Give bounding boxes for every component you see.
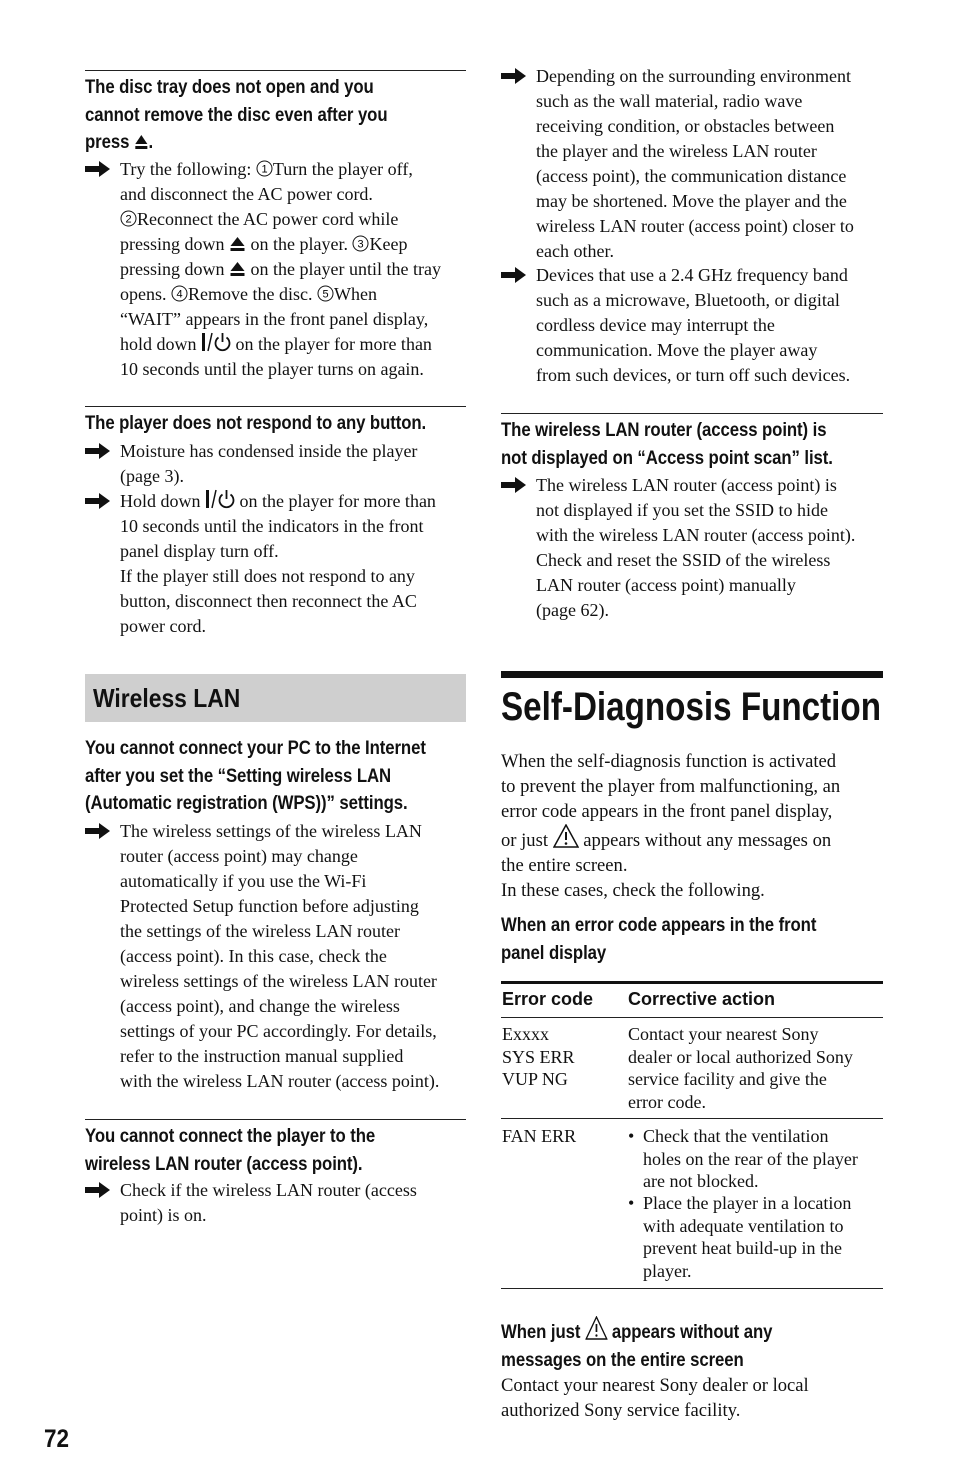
list-item	[85, 489, 466, 639]
section-band-title: Wireless LAN	[93, 683, 241, 713]
warning-body: Contact your nearest Sony dealer or local authorized Sony service facility.	[501, 1375, 809, 1421]
list-item	[501, 473, 883, 623]
table-row-rule	[501, 1118, 883, 1119]
section-rule	[85, 1119, 466, 1120]
item-text: Hold down on the player for more than 10 seconds until the indicators in the front panel display turn off. If the player still does not respond to any button, disconnect then reconnect the AC power cord.	[120, 491, 436, 636]
section-heading-disc-tray: The disc tray does not open and you cannot remove the disc even after you press .	[85, 76, 388, 153]
bullet: •	[628, 1126, 635, 1146]
table-cell-action: Contact your nearest Sony dealer or local authorized Sony service facility and give the error code.	[628, 1024, 853, 1112]
table-cell-action-bullet: Check that the ventilation holes on the rear of the player are not blocked.	[643, 1126, 858, 1191]
eject-icon	[229, 236, 246, 252]
item-text: Devices that use a 2.4 GHz frequency band such as a microwave, Bluetooth, or digital cordless device may interrupt the communication. Move the player away from such devices, or turn off such devices.	[536, 265, 851, 385]
item-text: The wireless settings of the wireless LAN router (access point) may change automatically if you use the Wi-Fi Protected Setup function before adjusting the settings of the wireless LAN router (access point). In this case, check the wireless settings of the wireless LAN router (access point), and change the wireless settings of your PC accordingly. For details, refer to the instruction manual supplied with the wireless LAN router (access point).	[120, 821, 440, 1091]
list-item	[85, 157, 466, 382]
table-cell-error-codes: Exxxx SYS ERR VUP NG	[502, 1024, 575, 1089]
circled-number-2-icon	[120, 210, 137, 227]
section-heading-no-response: The player does not respond to any button.	[85, 412, 427, 434]
section-heading-pc-internet: You cannot connect your PC to the Internet after you set the “Setting wireless LAN (Automatic registration (WPS))” settings.	[85, 737, 426, 814]
table-header-error-code: Error code	[502, 989, 594, 1009]
section-heading-warning-only: When just appears without any messages on the entire screen	[501, 1316, 954, 1374]
section-heading-player-router: You cannot connect the player to the wireless LAN router (access point).	[85, 1125, 376, 1175]
list-item	[85, 439, 466, 489]
section-heading-access-point-scan: The wireless LAN router (access point) is not displayed on “Access point scan” list.	[501, 419, 833, 469]
title-rule	[501, 671, 883, 678]
svg-text:2: 2	[125, 213, 132, 226]
list-item	[85, 1178, 466, 1228]
warning-triangle-icon	[553, 824, 579, 848]
table-header-rule	[501, 1017, 883, 1018]
page-title: Self-Diagnosis Function	[501, 685, 881, 729]
section-rule	[85, 406, 466, 407]
right-arrow-icon	[85, 160, 111, 178]
section-rule	[85, 70, 466, 71]
right-arrow-icon	[501, 67, 527, 85]
section-band	[85, 674, 466, 722]
svg-text:1: 1	[261, 163, 268, 176]
circled-number-3-icon	[352, 235, 369, 252]
intro-paragraph: When the self-diagnosis function is activated to prevent the player from malfunctioning, an error code appears in the front panel display, or just appears without any messages on the entire screen. In these cases, check the following.	[501, 751, 841, 901]
table-cell-error-code: FAN ERR	[502, 1126, 577, 1146]
section-heading-error-code: When an error code appears in the front panel display	[501, 914, 817, 964]
item-text: Moisture has condensed inside the player (page 3).	[120, 441, 418, 486]
right-arrow-icon	[501, 476, 527, 494]
table-bottom-rule	[501, 1288, 883, 1289]
svg-text:4: 4	[176, 288, 183, 301]
list-item	[501, 263, 883, 388]
page-number: 72	[44, 1425, 70, 1453]
section-rule	[501, 413, 883, 414]
circled-number-5-icon	[317, 285, 334, 302]
power-standby-icon	[205, 489, 235, 509]
warning-triangle-icon	[585, 1316, 607, 1340]
circled-number-1-icon	[256, 160, 273, 177]
eject-icon	[134, 134, 149, 150]
right-arrow-icon	[501, 266, 527, 284]
list-item	[501, 64, 883, 264]
right-arrow-icon	[85, 1181, 111, 1199]
right-arrow-icon	[85, 492, 111, 510]
right-arrow-icon	[85, 822, 111, 840]
table-top-rule	[501, 981, 883, 984]
power-standby-icon	[201, 332, 231, 352]
eject-icon	[229, 261, 246, 277]
item-text: Depending on the surrounding environment such as the wall material, radio wave receiving condition, or obstacles between the player and the wireless LAN router (access point), the communication distance may be shortened. Move the player and the wireless LAN router (access point) closer to each other.	[536, 66, 854, 261]
list-item	[85, 819, 466, 1094]
item-text: The wireless LAN router (access point) is not displayed if you set the SSID to hide with the wireless LAN router (access point). Check and reset the SSID of the wireless LAN router (access point) manually (page 62).	[536, 475, 856, 620]
table-header-corrective-action: Corrective action	[628, 989, 776, 1009]
svg-text:5: 5	[322, 288, 329, 301]
item-text: Check if the wireless LAN router (access point) is on.	[120, 1180, 417, 1225]
item-text: Try the following: 1 Turn the player off, and disconnect the AC power cord. 2 Reconnect the AC power cord while pressing down on the player. 3 Keep pressing down on the player until the tray opens. 4 Remove the disc. 5 When “WAIT” appears in the front panel display, hold down on the player for more than 10 seconds until the player turns on again.	[120, 159, 441, 379]
table-cell-action-bullet: Place the player in a location with adequate ventilation to prevent heat build-up in the player.	[643, 1193, 852, 1281]
right-arrow-icon	[85, 442, 111, 460]
svg-text:3: 3	[357, 238, 365, 251]
bullet: •	[628, 1193, 635, 1213]
circled-number-4-icon	[171, 285, 188, 302]
